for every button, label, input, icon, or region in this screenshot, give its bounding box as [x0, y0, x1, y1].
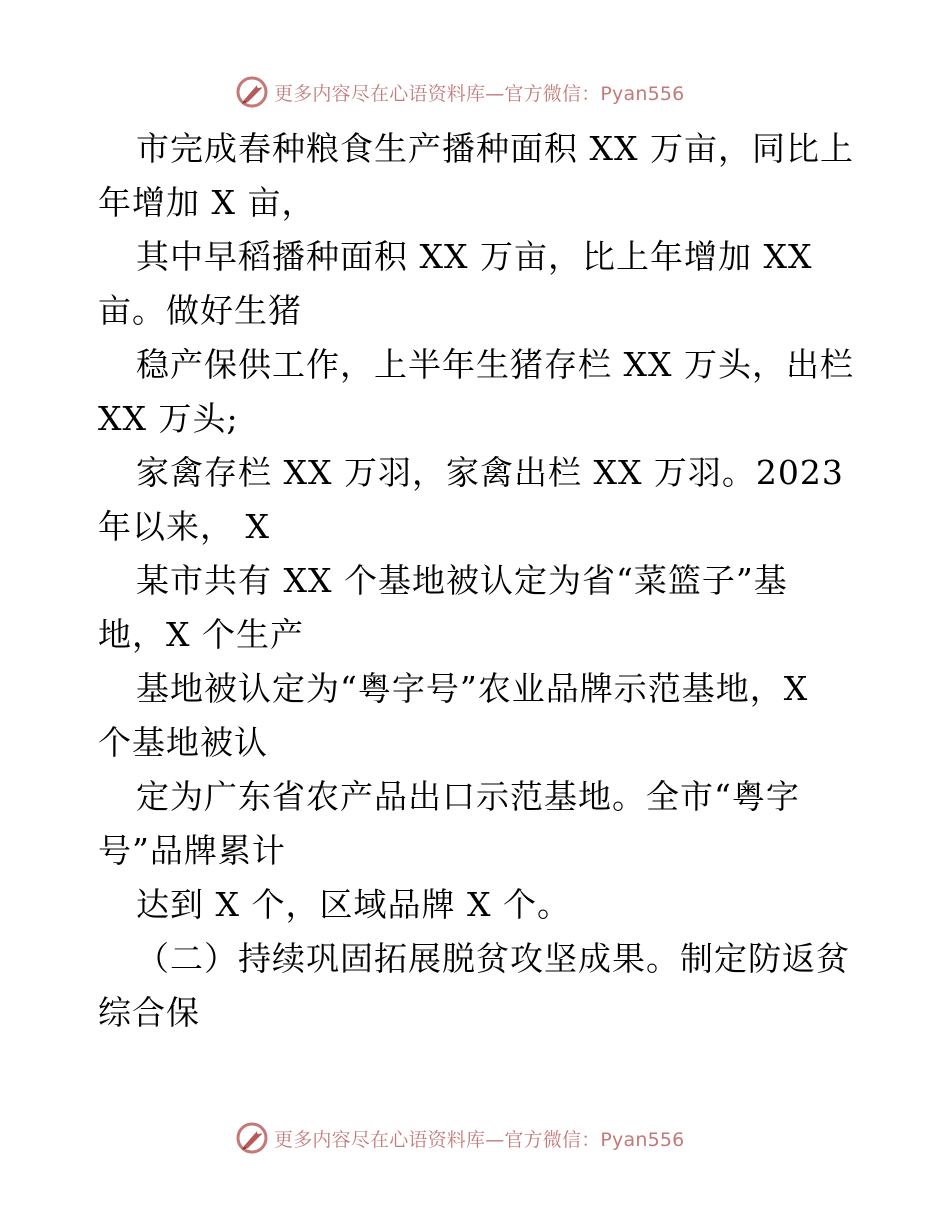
text-line: XX 万头; — [98, 399, 239, 438]
text-line: 年增加 X 亩， — [98, 183, 316, 222]
text-line: （二）持续巩固拓展脱贫攻坚成果。制定防返贫 — [136, 939, 850, 978]
text-line: 稳产保供工作，上半年生猪存栏 XX 万头，出栏 — [136, 345, 854, 384]
text-line: 号”品牌累计 — [98, 831, 286, 870]
text-line: 亩。做好生猪 — [98, 291, 302, 330]
text-line: 综合保 — [98, 993, 200, 1032]
header-watermark — [0, 72, 950, 112]
watermark-text: 更多内容尽在心语资料库—官方微信：Pyan556 — [274, 82, 685, 105]
text-line: 某市共有 XX 个基地被认定为省“菜篮子”基 — [136, 561, 788, 600]
text-line: 个基地被认 — [98, 723, 268, 762]
text-line: 达到 X 个，区域品牌 X 个。 — [136, 885, 571, 924]
text-line: 定为广东省农产品出口示范基地。全市“粤字 — [136, 777, 800, 816]
text-line: 基地被认定为“粤字号”农业品牌示范基地，X — [136, 669, 809, 708]
footer-watermark — [0, 1118, 950, 1158]
text-line: 市完成春种粮食生产播种面积 XX 万亩，同比上 — [136, 129, 854, 168]
watermark-text: 更多内容尽在心语资料库—官方微信：Pyan556 — [274, 1128, 685, 1151]
pen-logo-icon — [234, 1120, 270, 1156]
document-body — [98, 122, 858, 1040]
text-line: 年以来， X — [98, 507, 270, 546]
pen-logo-icon — [234, 74, 270, 110]
text-line: 家禽存栏 XX 万羽，家禽出栏 XX 万羽。2023 — [136, 453, 844, 492]
text-line: 地，X 个生产 — [98, 615, 304, 654]
text-line: 其中早稻播种面积 XX 万亩，比上年增加 XX — [136, 237, 813, 276]
